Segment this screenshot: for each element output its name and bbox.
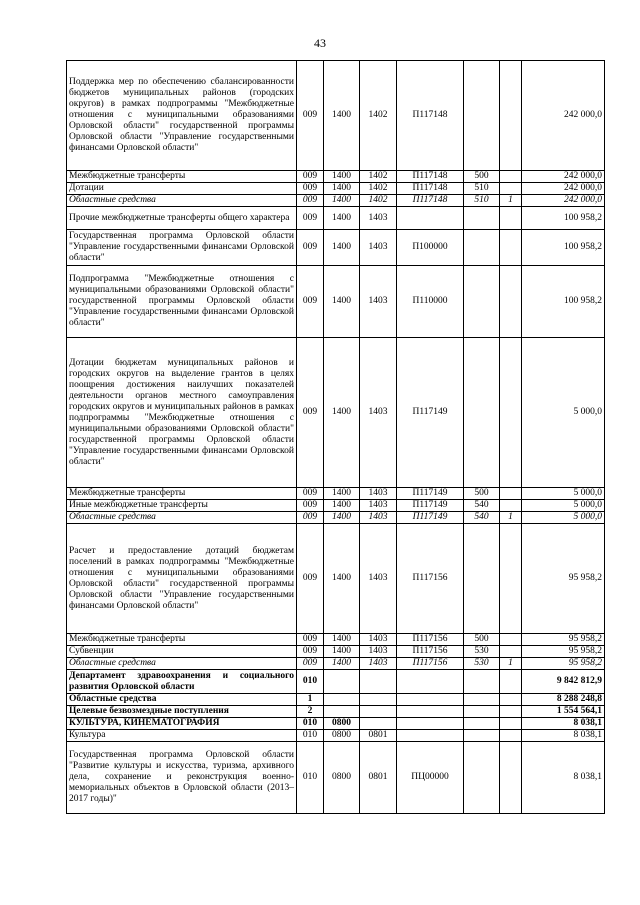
expense-type-cell: 510: [464, 195, 500, 207]
section-code-cell: 1400: [324, 646, 360, 658]
expense-type-cell: [464, 706, 500, 718]
table-row: [67, 694, 605, 706]
page-number: 43: [314, 36, 326, 50]
section-code-cell: 1400: [324, 207, 360, 230]
row-name-cell: Дотации бюджетам муниципальных районов и городских округов на выделение грантов в целях поощрения достижения наилучших показателей деятельности органов местного самоуправления городских округов и муниципальных районов в рамках подпрограммы "Межбюджетные отношения с муниципальными образованиями Орловской области" государственной программы Орловской области "Управление государственными финансами Орловской области": [67, 338, 297, 488]
amount-cell: 100 958,2: [522, 230, 605, 266]
table-row: [67, 488, 605, 500]
target-article-cell: [397, 670, 464, 694]
target-article-cell: П100000: [397, 230, 464, 266]
source-code-cell: [500, 488, 522, 500]
expense-type-cell: 530: [464, 658, 500, 670]
target-article-cell: П117148: [397, 61, 464, 171]
expense-type-cell: [464, 61, 500, 171]
target-article-cell: [397, 718, 464, 730]
subsection-code-cell: 1403: [360, 488, 397, 500]
section-code-cell: [324, 670, 360, 694]
section-code-cell: 0800: [324, 742, 360, 814]
ministry-code-cell: 009: [297, 634, 324, 646]
amount-cell: 242 000,0: [522, 195, 605, 207]
section-code-cell: 0800: [324, 730, 360, 742]
ministry-code-cell: 1: [297, 694, 324, 706]
ministry-code-cell: 009: [297, 61, 324, 171]
budget-table-body: [67, 61, 605, 814]
row-name-cell: Целевые безвозмездные поступления: [67, 706, 297, 718]
row-name-cell: Межбюджетные трансферты: [67, 634, 297, 646]
expense-type-cell: [464, 266, 500, 338]
amount-cell: 5 000,0: [522, 488, 605, 500]
section-code-cell: [324, 694, 360, 706]
amount-cell: 95 958,2: [522, 634, 605, 646]
target-article-cell: П117156: [397, 658, 464, 670]
subsection-code-cell: 1403: [360, 266, 397, 338]
section-code-cell: 1400: [324, 171, 360, 183]
expense-type-cell: 510: [464, 183, 500, 195]
ministry-code-cell: 009: [297, 646, 324, 658]
amount-cell: 95 958,2: [522, 658, 605, 670]
ministry-code-cell: 009: [297, 524, 324, 634]
table-row: [67, 730, 605, 742]
expense-type-cell: [464, 694, 500, 706]
table-row: [67, 171, 605, 183]
target-article-cell: [397, 706, 464, 718]
expense-type-cell: 500: [464, 171, 500, 183]
ministry-code-cell: 009: [297, 338, 324, 488]
amount-cell: 8 038,1: [522, 742, 605, 814]
amount-cell: 8 038,1: [522, 718, 605, 730]
ministry-code-cell: 009: [297, 266, 324, 338]
target-article-cell: П117156: [397, 634, 464, 646]
row-name-cell: Культура: [67, 730, 297, 742]
table-row: [67, 500, 605, 512]
row-name-cell: Департамент здравоохранения и социального развития Орловской области: [67, 670, 297, 694]
source-code-cell: [500, 524, 522, 634]
ministry-code-cell: 009: [297, 195, 324, 207]
row-name-cell: Межбюджетные трансферты: [67, 171, 297, 183]
table-row: [67, 658, 605, 670]
subsection-code-cell: 1403: [360, 646, 397, 658]
row-name-cell: Прочие межбюджетные трансферты общего характера: [67, 207, 297, 230]
amount-cell: 5 000,0: [522, 500, 605, 512]
table-row: [67, 670, 605, 694]
subsection-code-cell: [360, 670, 397, 694]
subsection-code-cell: [360, 718, 397, 730]
section-code-cell: 1400: [324, 195, 360, 207]
subsection-code-cell: 1402: [360, 195, 397, 207]
source-code-cell: [500, 171, 522, 183]
row-name-cell: Областные средства: [67, 195, 297, 207]
source-code-cell: [500, 718, 522, 730]
table-row: [67, 207, 605, 230]
source-code-cell: [500, 207, 522, 230]
source-code-cell: 1: [500, 658, 522, 670]
subsection-code-cell: 1402: [360, 183, 397, 195]
table-row: [67, 338, 605, 488]
target-article-cell: П110000: [397, 266, 464, 338]
expense-type-cell: [464, 207, 500, 230]
amount-cell: 1 554 564,1: [522, 706, 605, 718]
row-name-cell: Государственная программа Орловской области "Управление государственными финансами Орловской области": [67, 230, 297, 266]
subsection-code-cell: 1403: [360, 634, 397, 646]
amount-cell: 242 000,0: [522, 171, 605, 183]
section-code-cell: 1400: [324, 61, 360, 171]
row-name-cell: Субвенции: [67, 646, 297, 658]
subsection-code-cell: 0801: [360, 742, 397, 814]
source-code-cell: [500, 730, 522, 742]
source-code-cell: [500, 500, 522, 512]
expense-type-cell: [464, 524, 500, 634]
amount-cell: 8 038,1: [522, 730, 605, 742]
table-row: [67, 706, 605, 718]
target-article-cell: П117156: [397, 646, 464, 658]
source-code-cell: [500, 61, 522, 171]
source-code-cell: [500, 706, 522, 718]
ministry-code-cell: 2: [297, 706, 324, 718]
row-name-cell: Государственная программа Орловской области "Развитие культуры и искусства, туризма, архивного дела, сохранение и реконструкция военно-мемориальных объектов в Орловской области (2013–2017 годы)": [67, 742, 297, 814]
target-article-cell: П117149: [397, 500, 464, 512]
section-code-cell: 1400: [324, 500, 360, 512]
ministry-code-cell: 009: [297, 183, 324, 195]
budget-table: [66, 60, 605, 814]
section-code-cell: 1400: [324, 524, 360, 634]
expense-type-cell: 530: [464, 646, 500, 658]
expense-type-cell: 540: [464, 512, 500, 524]
expense-type-cell: 540: [464, 500, 500, 512]
row-name-cell: Расчет и предоставление дотаций бюджетам поселений в рамках подпрограммы "Межбюджетные отношения с муниципальными образованиями Орловской области" государственной программы Орловской области "Управление государственными финансами Орловской области": [67, 524, 297, 634]
section-code-cell: 1400: [324, 183, 360, 195]
subsection-code-cell: 1402: [360, 61, 397, 171]
ministry-code-cell: 009: [297, 171, 324, 183]
table-row: [67, 266, 605, 338]
expense-type-cell: [464, 230, 500, 266]
amount-cell: 95 958,2: [522, 524, 605, 634]
ministry-code-cell: 009: [297, 230, 324, 266]
subsection-code-cell: [360, 694, 397, 706]
table-row: [67, 230, 605, 266]
amount-cell: 5 000,0: [522, 338, 605, 488]
row-name-cell: Межбюджетные трансферты: [67, 488, 297, 500]
subsection-code-cell: [360, 706, 397, 718]
source-code-cell: [500, 266, 522, 338]
amount-cell: 242 000,0: [522, 61, 605, 171]
table-row: [67, 195, 605, 207]
amount-cell: 9 842 812,9: [522, 670, 605, 694]
subsection-code-cell: 1403: [360, 524, 397, 634]
table-row: [67, 524, 605, 634]
source-code-cell: [500, 742, 522, 814]
section-code-cell: 0800: [324, 718, 360, 730]
section-code-cell: 1400: [324, 512, 360, 524]
subsection-code-cell: 1403: [360, 658, 397, 670]
target-article-cell: П117149: [397, 512, 464, 524]
ministry-code-cell: 010: [297, 670, 324, 694]
source-code-cell: [500, 670, 522, 694]
expense-type-cell: 500: [464, 488, 500, 500]
target-article-cell: П117148: [397, 195, 464, 207]
section-code-cell: 1400: [324, 658, 360, 670]
amount-cell: 100 958,2: [522, 266, 605, 338]
amount-cell: 242 000,0: [522, 183, 605, 195]
section-code-cell: 1400: [324, 230, 360, 266]
section-code-cell: [324, 706, 360, 718]
source-code-cell: [500, 694, 522, 706]
source-code-cell: 1: [500, 195, 522, 207]
row-name-cell: Поддержка мер по обеспечению сбалансированности бюджетов муниципальных районов (городских округов) в рамках подпрограммы "Межбюджетные отношения с муниципальными образованиями Орловской области" государственной программы Орловской области "Управление государственными финансами Орловской области": [67, 61, 297, 171]
source-code-cell: 1: [500, 512, 522, 524]
subsection-code-cell: 1403: [360, 500, 397, 512]
ministry-code-cell: 009: [297, 488, 324, 500]
expense-type-cell: [464, 670, 500, 694]
row-name-cell: КУЛЬТУРА, КИНЕМАТОГРАФИЯ: [67, 718, 297, 730]
row-name-cell: Подпрограмма "Межбюджетные отношения с муниципальными образованиями Орловской области" государственной программы Орловской области "Управление государственными финансами Орловской области": [67, 266, 297, 338]
target-article-cell: П117148: [397, 171, 464, 183]
amount-cell: 100 958,2: [522, 207, 605, 230]
amount-cell: 95 958,2: [522, 646, 605, 658]
source-code-cell: [500, 634, 522, 646]
table-row: [67, 742, 605, 814]
expense-type-cell: [464, 338, 500, 488]
target-article-cell: [397, 694, 464, 706]
expense-type-cell: [464, 742, 500, 814]
subsection-code-cell: 1402: [360, 171, 397, 183]
expense-type-cell: [464, 718, 500, 730]
target-article-cell: [397, 207, 464, 230]
subsection-code-cell: 1403: [360, 338, 397, 488]
target-article-cell: П117148: [397, 183, 464, 195]
section-code-cell: 1400: [324, 266, 360, 338]
source-code-cell: [500, 230, 522, 266]
ministry-code-cell: 010: [297, 742, 324, 814]
source-code-cell: [500, 338, 522, 488]
amount-cell: 5 000,0: [522, 512, 605, 524]
ministry-code-cell: 009: [297, 658, 324, 670]
expense-type-cell: [464, 730, 500, 742]
ministry-code-cell: 009: [297, 207, 324, 230]
row-name-cell: Областные средства: [67, 658, 297, 670]
row-name-cell: Областные средства: [67, 694, 297, 706]
table-row: [67, 718, 605, 730]
section-code-cell: 1400: [324, 338, 360, 488]
row-name-cell: Иные межбюджетные трансферты: [67, 500, 297, 512]
target-article-cell: П117156: [397, 524, 464, 634]
subsection-code-cell: 1403: [360, 230, 397, 266]
amount-cell: 8 288 248,8: [522, 694, 605, 706]
ministry-code-cell: 009: [297, 500, 324, 512]
target-article-cell: ПЦ00000: [397, 742, 464, 814]
subsection-code-cell: 1403: [360, 207, 397, 230]
ministry-code-cell: 009: [297, 512, 324, 524]
expense-type-cell: 500: [464, 634, 500, 646]
source-code-cell: [500, 646, 522, 658]
ministry-code-cell: 010: [297, 718, 324, 730]
table-row: [67, 61, 605, 171]
section-code-cell: 1400: [324, 634, 360, 646]
table-row: [67, 183, 605, 195]
table-row: [67, 634, 605, 646]
section-code-cell: 1400: [324, 488, 360, 500]
target-article-cell: П117149: [397, 488, 464, 500]
source-code-cell: [500, 183, 522, 195]
ministry-code-cell: 010: [297, 730, 324, 742]
target-article-cell: [397, 730, 464, 742]
table-row: [67, 646, 605, 658]
table-row: [67, 512, 605, 524]
row-name-cell: Областные средства: [67, 512, 297, 524]
row-name-cell: Дотации: [67, 183, 297, 195]
subsection-code-cell: 0801: [360, 730, 397, 742]
target-article-cell: П117149: [397, 338, 464, 488]
subsection-code-cell: 1403: [360, 512, 397, 524]
